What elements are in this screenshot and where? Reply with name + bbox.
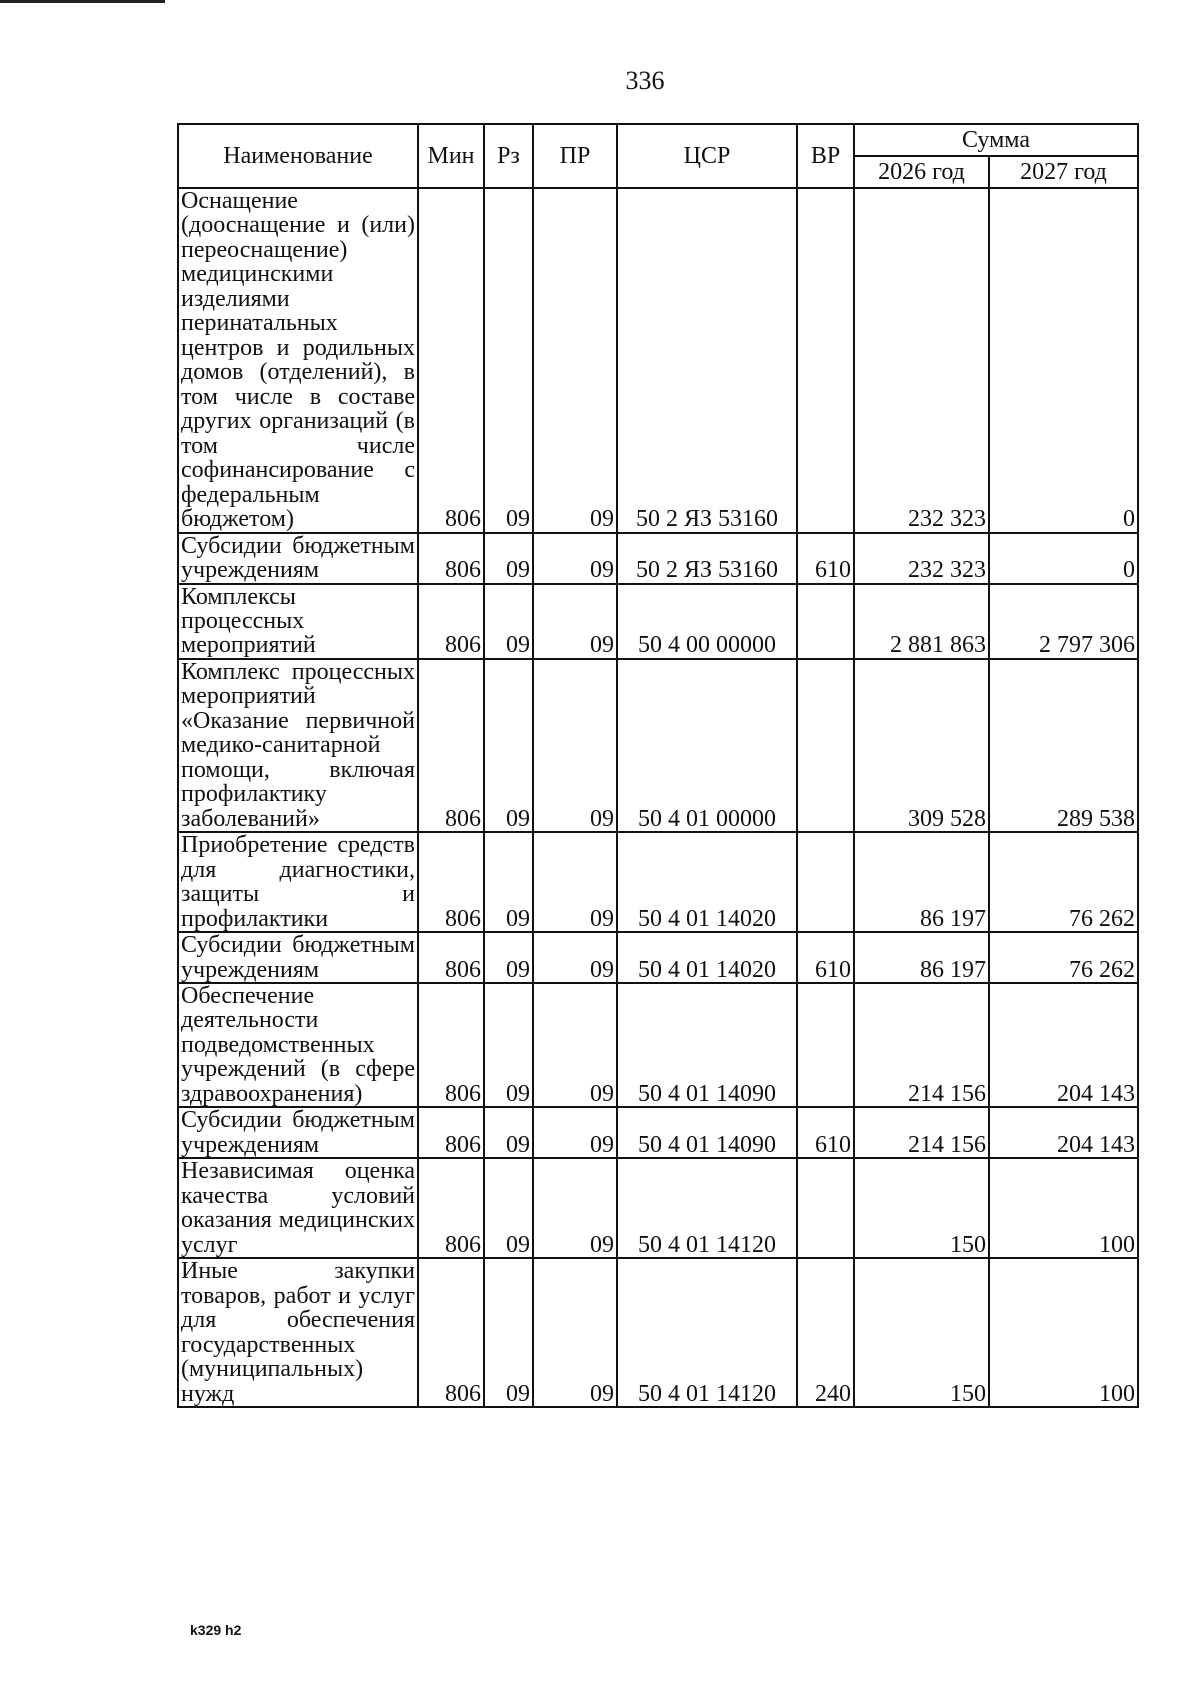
row-name: Приобретение средств для диагностики, защиты и профилактики xyxy=(178,832,418,932)
row-name: Обеспечение деятельности подведомственных учреждений (в сфере здравоохранения) xyxy=(178,983,418,1107)
table-row xyxy=(178,584,1138,659)
scan-corner-mark xyxy=(0,0,165,3)
row-rz: 09 xyxy=(484,659,533,832)
row-min: 806 xyxy=(418,1158,484,1258)
table-row xyxy=(178,1158,1138,1258)
row-sum-2026: 150 xyxy=(854,1258,989,1407)
row-name: Комплексы процессных мероприятий xyxy=(178,584,418,659)
row-pr: 09 xyxy=(533,188,617,533)
row-sum-2027: 76 262 xyxy=(989,932,1138,983)
header-name: Наименование xyxy=(178,124,418,188)
table-row xyxy=(178,188,1138,533)
row-pr: 09 xyxy=(533,533,617,584)
table-row xyxy=(178,832,1138,932)
header-year-2027: 2027 год xyxy=(989,156,1138,188)
row-sum-2027: 289 538 xyxy=(989,659,1138,832)
row-pr: 09 xyxy=(533,983,617,1107)
row-sum-2027: 204 143 xyxy=(989,983,1138,1107)
row-name: Субсидии бюджетным учреждениям xyxy=(178,533,418,584)
row-name: Комплекс процессных мероприятий «Оказание первичной медико-санитарной помощи, включая профилактику заболеваний» xyxy=(178,659,418,832)
row-min: 806 xyxy=(418,533,484,584)
row-sum-2026: 309 528 xyxy=(854,659,989,832)
row-rz: 09 xyxy=(484,983,533,1107)
row-sum-2027: 204 143 xyxy=(989,1107,1138,1158)
row-pr: 09 xyxy=(533,832,617,932)
table-row xyxy=(178,1258,1138,1407)
row-min: 806 xyxy=(418,584,484,659)
row-vr: 610 xyxy=(797,932,854,983)
row-min: 806 xyxy=(418,983,484,1107)
row-csr: 50 4 01 14020 xyxy=(617,832,797,932)
row-vr xyxy=(797,188,854,533)
header-min: Мин xyxy=(418,124,484,188)
row-rz: 09 xyxy=(484,584,533,659)
header-sum: Сумма xyxy=(854,124,1138,156)
table-row xyxy=(178,983,1138,1107)
header-year-2026: 2026 год xyxy=(854,156,989,188)
row-csr: 50 4 01 00000 xyxy=(617,659,797,832)
row-vr xyxy=(797,584,854,659)
row-rz: 09 xyxy=(484,533,533,584)
row-rz: 09 xyxy=(484,188,533,533)
row-pr: 09 xyxy=(533,1158,617,1258)
row-vr xyxy=(797,832,854,932)
row-sum-2026: 214 156 xyxy=(854,1107,989,1158)
row-name: Иные закупки товаров, работ и услуг для обеспечения государственных (муниципальных) нужд xyxy=(178,1258,418,1407)
row-min: 806 xyxy=(418,932,484,983)
table-row xyxy=(178,533,1138,584)
row-rz: 09 xyxy=(484,832,533,932)
row-vr xyxy=(797,1158,854,1258)
table-row xyxy=(178,932,1138,983)
row-min: 806 xyxy=(418,832,484,932)
header-pr: ПР xyxy=(533,124,617,188)
row-rz: 09 xyxy=(484,932,533,983)
row-rz: 09 xyxy=(484,1258,533,1407)
header-row-1 xyxy=(178,124,1138,156)
footer-code: k329 h2 xyxy=(190,1622,242,1638)
row-min: 806 xyxy=(418,1107,484,1158)
row-csr: 50 4 01 14120 xyxy=(617,1258,797,1407)
row-vr: 610 xyxy=(797,1107,854,1158)
row-sum-2027: 0 xyxy=(989,188,1138,533)
row-pr: 09 xyxy=(533,584,617,659)
row-csr: 50 4 00 00000 xyxy=(617,584,797,659)
row-name: Независимая оценка качества условий оказания медицинских услуг xyxy=(178,1158,418,1258)
row-csr: 50 2 ЯЗ 53160 xyxy=(617,188,797,533)
row-vr: 610 xyxy=(797,533,854,584)
row-min: 806 xyxy=(418,1258,484,1407)
row-sum-2026: 150 xyxy=(854,1158,989,1258)
row-vr xyxy=(797,983,854,1107)
row-pr: 09 xyxy=(533,659,617,832)
row-sum-2027: 100 xyxy=(989,1258,1138,1407)
row-sum-2027: 2 797 306 xyxy=(989,584,1138,659)
row-rz: 09 xyxy=(484,1158,533,1258)
budget-table xyxy=(177,123,1139,1408)
row-csr: 50 4 01 14090 xyxy=(617,1107,797,1158)
header-vr: ВР xyxy=(797,124,854,188)
table-row xyxy=(178,659,1138,832)
row-pr: 09 xyxy=(533,1258,617,1407)
row-sum-2026: 232 323 xyxy=(854,188,989,533)
row-sum-2027: 76 262 xyxy=(989,832,1138,932)
row-vr: 240 xyxy=(797,1258,854,1407)
row-sum-2026: 2 881 863 xyxy=(854,584,989,659)
header-rz: Рз xyxy=(484,124,533,188)
row-name: Субсидии бюджетным учреждениям xyxy=(178,1107,418,1158)
row-sum-2026: 86 197 xyxy=(854,932,989,983)
row-csr: 50 2 ЯЗ 53160 xyxy=(617,533,797,584)
page-number: 336 xyxy=(625,66,665,95)
row-csr: 50 4 01 14020 xyxy=(617,932,797,983)
table-row xyxy=(178,1107,1138,1158)
row-pr: 09 xyxy=(533,1107,617,1158)
table-body xyxy=(178,188,1138,1407)
row-sum-2027: 0 xyxy=(989,533,1138,584)
row-sum-2026: 86 197 xyxy=(854,832,989,932)
row-min: 806 xyxy=(418,188,484,533)
row-sum-2027: 100 xyxy=(989,1158,1138,1258)
row-min: 806 xyxy=(418,659,484,832)
row-csr: 50 4 01 14120 xyxy=(617,1158,797,1258)
row-csr: 50 4 01 14090 xyxy=(617,983,797,1107)
row-sum-2026: 232 323 xyxy=(854,533,989,584)
header-csr: ЦСР xyxy=(617,124,797,188)
row-rz: 09 xyxy=(484,1107,533,1158)
row-pr: 09 xyxy=(533,932,617,983)
row-vr xyxy=(797,659,854,832)
row-name: Оснащение (дооснащение и (или) переоснащение) медицинскими изделиями перинатальных центров и родильных домов (отделений), в том числе в составе других организаций (в том числе софинансирование с федеральным бюджетом) xyxy=(178,188,418,533)
row-sum-2026: 214 156 xyxy=(854,983,989,1107)
row-name: Субсидии бюджетным учреждениям xyxy=(178,932,418,983)
